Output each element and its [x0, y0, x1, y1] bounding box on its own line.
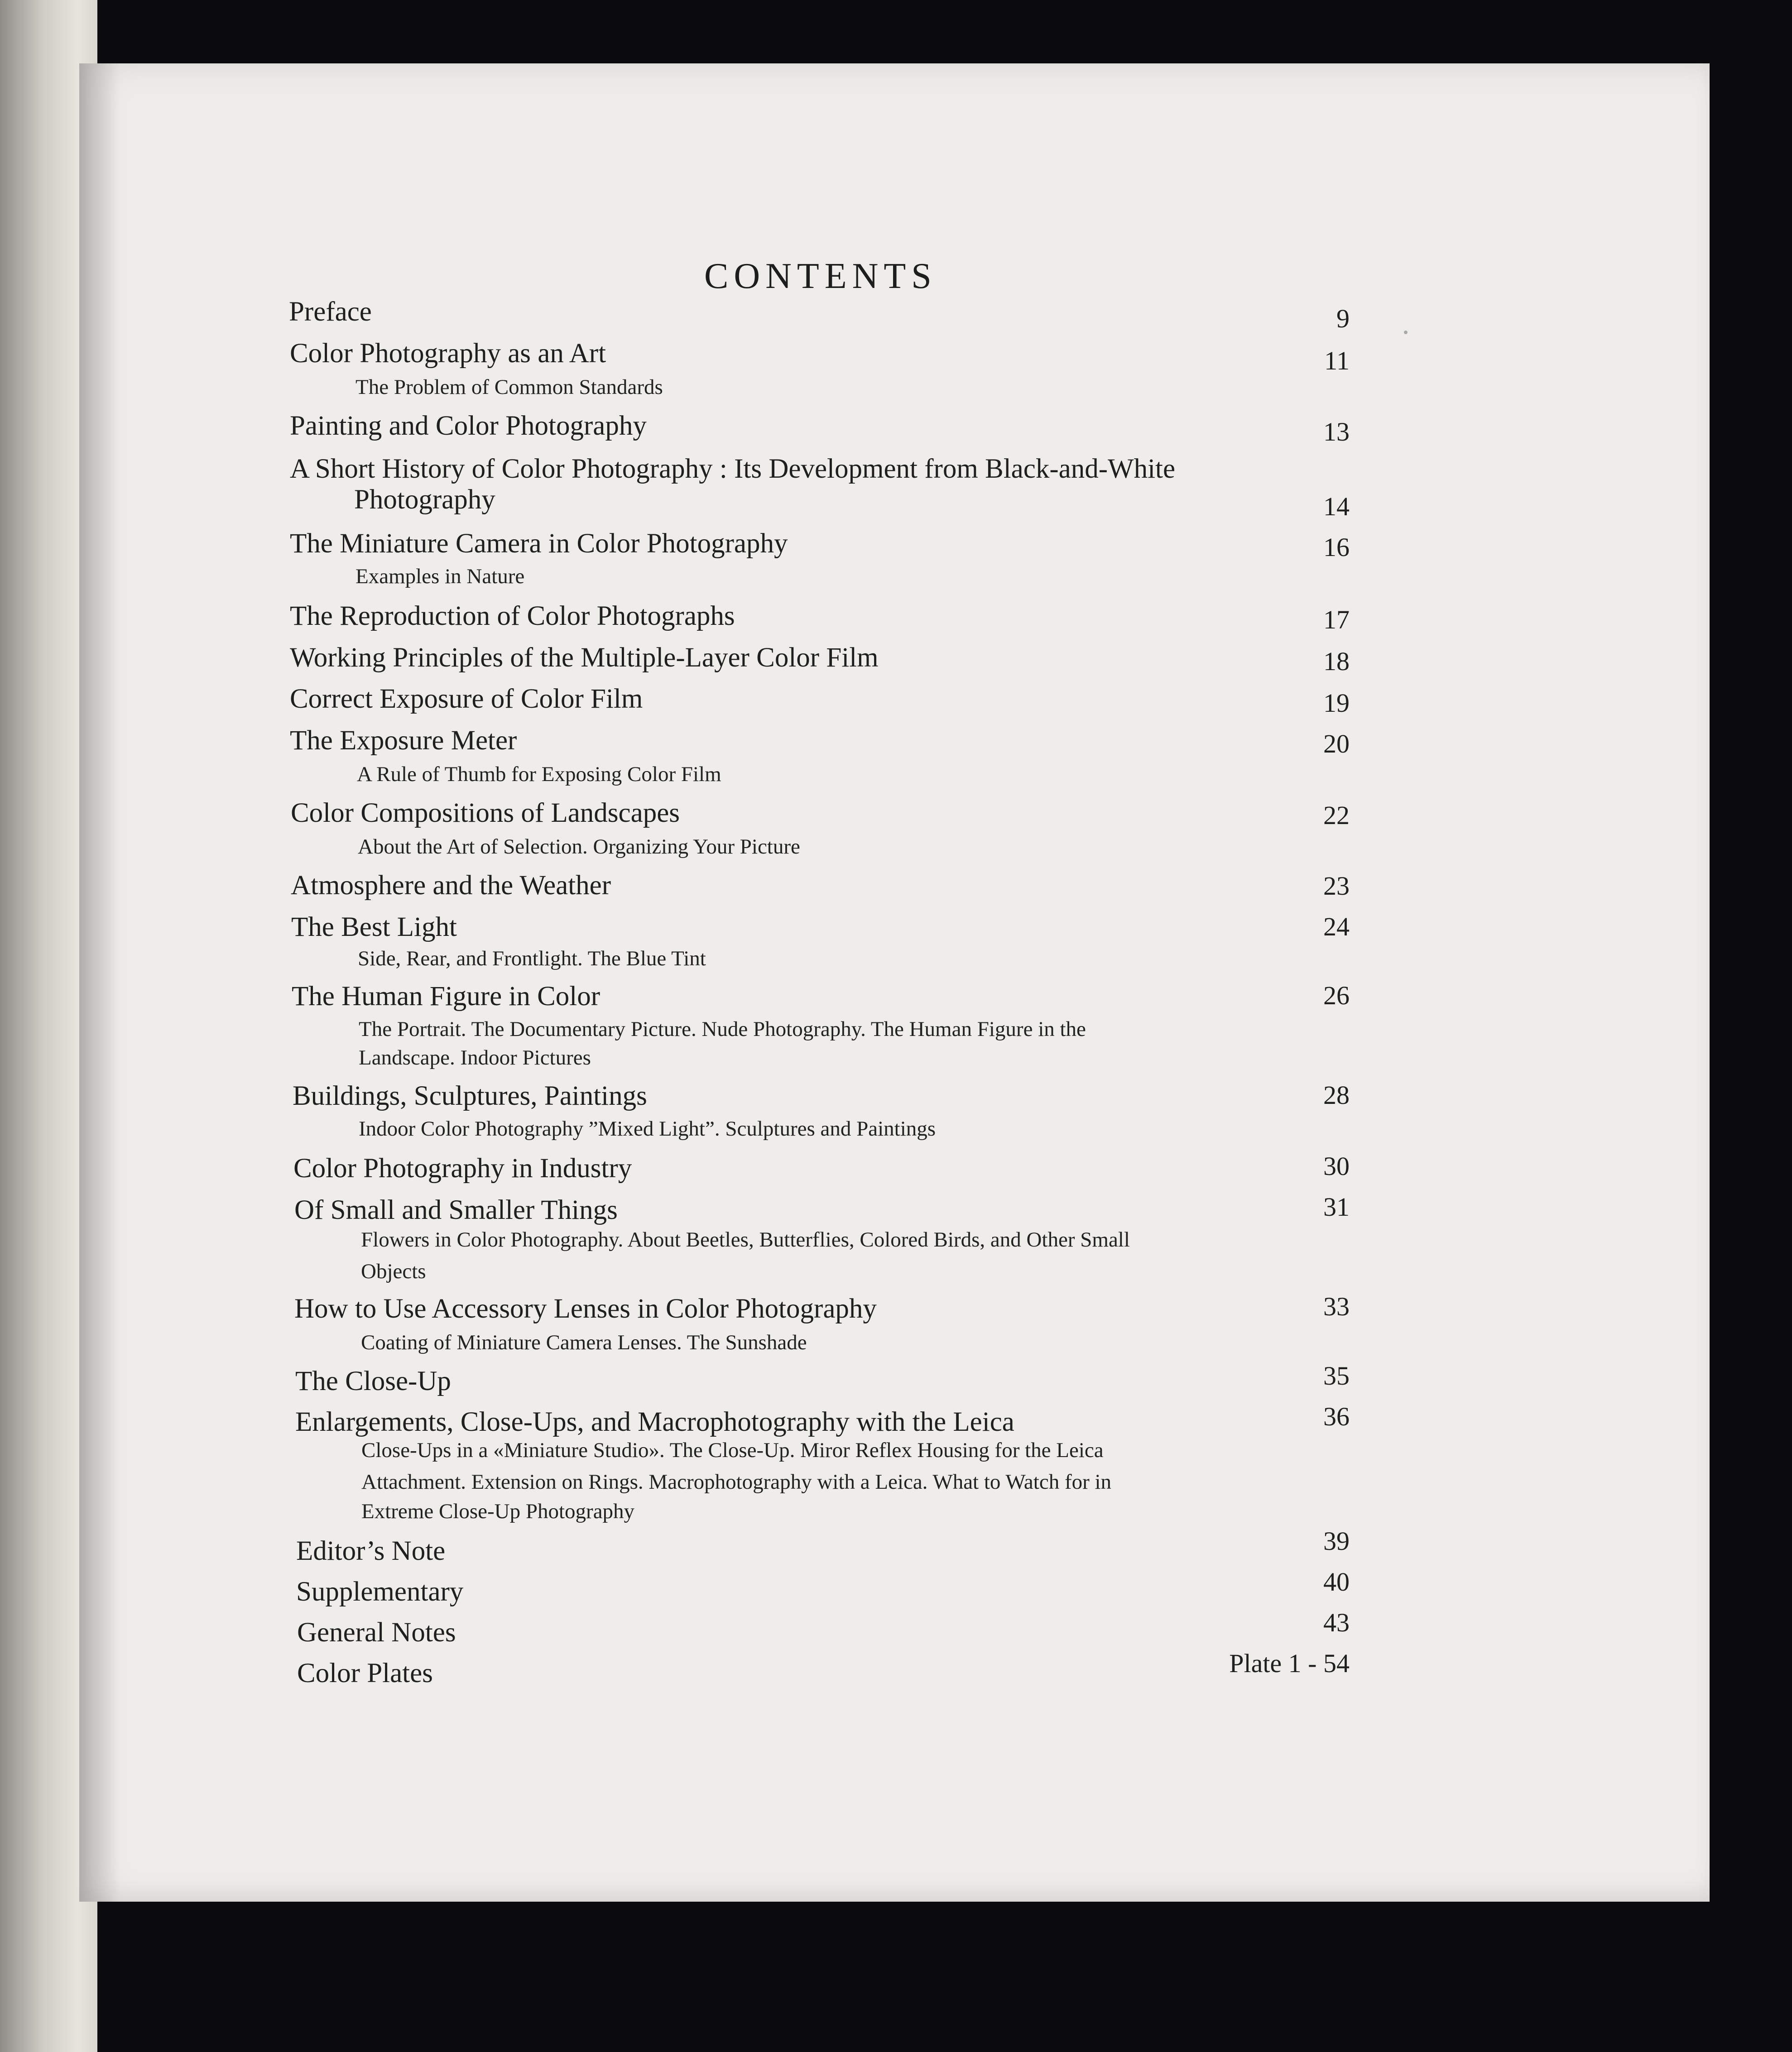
entry-page-number: 31	[1323, 1192, 1350, 1222]
entry-subtitle-continuation: Objects	[361, 1260, 426, 1283]
entry-title: The Miniature Camera in Color Photography	[290, 528, 788, 559]
entry-subtitle: Indoor Color Photography ”Mixed Light”. Sculptures and Paintings	[359, 1117, 936, 1141]
entry-title: The Best Light	[291, 912, 457, 942]
entry-title: How to Use Accessory Lenses in Color Photography	[294, 1294, 877, 1324]
entry-page-number: 18	[1323, 647, 1350, 676]
entry-subtitle: Side, Rear, and Frontlight. The Blue Tint	[358, 947, 706, 970]
entry-title: Atmosphere and the Weather	[291, 870, 611, 901]
entry-title-continuation: Photography	[354, 484, 495, 515]
entry-title: Color Compositions of Landscapes	[291, 798, 680, 828]
entry-page-number: 17	[1323, 605, 1350, 634]
entry-page-number: 9	[1336, 304, 1350, 333]
entry-page-number: 13	[1323, 417, 1350, 446]
entry-subtitle: About the Art of Selection. Organizing Your Picture	[358, 835, 800, 858]
entry-title: General Notes	[297, 1617, 456, 1648]
entry-page-number: 33	[1323, 1292, 1350, 1321]
entry-title: Supplementary	[296, 1577, 464, 1607]
entry-page-number: Plate 1 - 54	[1229, 1649, 1350, 1678]
entry-page-number: 20	[1323, 729, 1350, 758]
entry-subtitle-continuation: Landscape. Indoor Pictures	[359, 1046, 591, 1069]
entry-title: Enlargements, Close-Ups, and Macrophotography with the Leica	[295, 1407, 1014, 1437]
entry-title: The Exposure Meter	[290, 725, 517, 756]
entry-page-number: 23	[1323, 871, 1350, 901]
entry-title: Color Photography in Industry	[293, 1153, 632, 1184]
entry-page-number: 43	[1323, 1608, 1350, 1637]
entry-subtitle: Coating of Miniature Camera Lenses. The Sunshade	[361, 1331, 807, 1354]
entry-page-number: 19	[1323, 688, 1350, 718]
entry-title: Editor’s Note	[296, 1536, 446, 1566]
entry-title: Correct Exposure of Color Film	[290, 684, 643, 714]
entry-title: The Reproduction of Color Photographs	[290, 601, 735, 631]
entry-page-number: 40	[1323, 1567, 1350, 1597]
entry-subtitle-continuation: Extreme Close-Up Photography	[361, 1500, 635, 1523]
entry-title: Buildings, Sculptures, Paintings	[293, 1081, 647, 1111]
entry-page-number: 24	[1323, 912, 1350, 941]
entry-page-number: 39	[1323, 1526, 1350, 1556]
entry-page-number: 16	[1323, 532, 1350, 562]
entry-page-number: 14	[1323, 492, 1350, 521]
entry-page-number: 35	[1323, 1361, 1350, 1390]
entry-subtitle: A Rule of Thumb for Exposing Color Film	[357, 762, 721, 786]
entry-title: Preface	[289, 297, 372, 327]
entry-subtitle: Examples in Nature	[356, 565, 525, 588]
entry-title: Color Photography as an Art	[290, 338, 606, 369]
entry-page-number: 26	[1323, 981, 1350, 1010]
entry-title: Of Small and Smaller Things	[294, 1195, 618, 1225]
entry-page-number: 22	[1323, 801, 1350, 830]
entry-page-number: 28	[1323, 1080, 1350, 1110]
entry-title: The Close-Up	[295, 1366, 451, 1396]
entry-title: The Human Figure in Color	[292, 981, 601, 1012]
contents-heading: CONTENTS	[704, 256, 937, 296]
entry-page-number: 36	[1323, 1402, 1350, 1431]
entry-title: Working Principles of the Multiple-Layer Color Film	[290, 642, 879, 673]
entry-subtitle: The Portrait. The Documentary Picture. Nude Photography. The Human Figure in the	[359, 1017, 1086, 1041]
entry-subtitle-continuation: Attachment. Extension on Rings. Macrophotography with a Leica. What to Watch for in	[361, 1470, 1112, 1494]
entry-subtitle: The Problem of Common Standards	[356, 375, 663, 399]
entry-subtitle: Flowers in Color Photography. About Beetles, Butterflies, Colored Birds, and Other Small	[361, 1228, 1130, 1251]
entry-title: Color Plates	[297, 1658, 433, 1688]
entry-subtitle: Close-Ups in a «Miniature Studio». The Close-Up. Miror Reflex Housing for the Leica	[361, 1438, 1104, 1462]
entry-title: Painting and Color Photography	[290, 411, 647, 441]
entry-page-number: 11	[1324, 346, 1350, 375]
entry-page-number: 30	[1323, 1151, 1350, 1181]
entry-title: A Short History of Color Photography : Its Development from Black-and-White	[290, 454, 1176, 484]
